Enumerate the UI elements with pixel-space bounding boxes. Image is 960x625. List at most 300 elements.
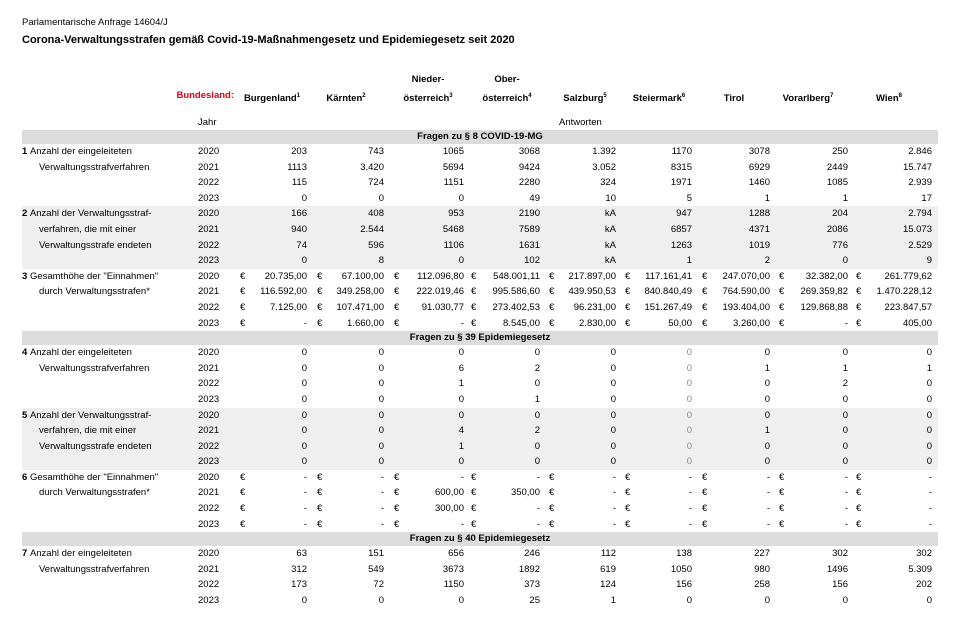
value-cell: 0 [842, 393, 848, 405]
value-cell: - [844, 471, 848, 483]
value-cell: 15.073 [902, 223, 932, 235]
value-cell: 1 [926, 362, 932, 374]
value-cell: 1460 [748, 177, 770, 189]
value-cell: 549 [368, 563, 384, 575]
section-header: Fragen zu § 39 Epidemiegesetz [22, 331, 938, 345]
value-cell: - [460, 471, 464, 483]
value-cell: 20.735,00 [264, 270, 307, 282]
document-subtitle: Parlamentarische Anfrage 14604/J [22, 17, 168, 28]
value-cell: 7.125,00 [270, 301, 307, 313]
value-cell: 0 [301, 362, 307, 374]
value-cell: 0 [842, 255, 848, 267]
value-cell: 324 [600, 177, 616, 189]
value-cell: 0 [378, 456, 384, 468]
footnote-marker: 3 [449, 92, 453, 99]
column-header [326, 72, 365, 107]
value-cell: 405,00 [902, 317, 932, 329]
euro-sign: € [394, 286, 400, 298]
penalty-table [22, 62, 938, 609]
value-cell: 72 [373, 579, 384, 591]
value-cell: 0 [686, 378, 692, 390]
year-cell: 2021 [198, 425, 220, 437]
column-header-line1: Ober- [494, 73, 520, 85]
question-group [22, 206, 938, 268]
table-row [22, 191, 938, 207]
year-cell: 2022 [198, 239, 220, 251]
euro-sign: € [856, 301, 862, 313]
question-label-line: 2 Anzahl der Verwaltungsstraf- [22, 208, 152, 220]
euro-sign: € [702, 471, 708, 483]
value-cell: 261.779,62 [884, 270, 932, 282]
value-cell: 115 [291, 177, 307, 189]
euro-sign: € [779, 487, 785, 499]
column-header-line1 [783, 72, 834, 88]
footnote-marker: 4 [528, 92, 532, 99]
value-cell: 548.001,11 [493, 270, 540, 282]
value-cell: 7589 [518, 223, 540, 235]
year-cell: 2022 [198, 301, 220, 313]
value-cell: 0 [301, 595, 307, 607]
question-label-line: 6 Gesamthöhe der "Einnahmen" [22, 471, 159, 483]
euro-sign: € [779, 503, 785, 515]
euro-sign: € [317, 503, 323, 515]
question-group [22, 144, 938, 206]
table-row [22, 485, 938, 501]
question-label-line: 4 Anzahl der eingeleiteten [22, 347, 132, 359]
euro-sign: € [625, 317, 631, 329]
column-header-line2: österreich$^4$ [482, 92, 532, 104]
euro-sign: € [394, 471, 400, 483]
value-cell: 173 [291, 579, 307, 591]
value-cell: - [612, 518, 616, 530]
value-cell: 408 [368, 208, 384, 220]
table-row [22, 206, 938, 222]
value-cell: 0 [686, 347, 692, 359]
value-cell: 0 [842, 347, 848, 359]
question-label-line: 1 Anzahl der eingeleiteten [22, 146, 132, 157]
value-cell: - [612, 487, 616, 499]
table-row [22, 269, 938, 285]
table-row [22, 160, 938, 176]
question-number: 3 [22, 270, 30, 282]
value-cell: 8.545,00 [503, 317, 540, 329]
value-cell: 0 [926, 456, 932, 468]
value-cell: 0 [301, 347, 307, 359]
value-cell: 0 [686, 425, 692, 437]
value-cell: 0 [926, 378, 932, 390]
value-cell: 1 [764, 362, 770, 374]
value-cell: 1170 [671, 146, 692, 157]
value-cell: 350,00 [510, 487, 540, 499]
value-cell: 15.747 [902, 161, 932, 173]
value-cell: 217.897,00 [568, 270, 616, 282]
value-cell: 67.100,00 [341, 270, 384, 282]
value-cell: - [380, 503, 384, 515]
euro-sign: € [471, 503, 477, 515]
column-header-row [22, 62, 938, 112]
value-cell: 656 [448, 548, 464, 560]
euro-sign: € [779, 301, 785, 313]
euro-sign: € [702, 286, 708, 298]
value-cell: 0 [301, 425, 307, 437]
value-cell: - [460, 518, 464, 530]
euro-sign: € [856, 471, 862, 483]
value-cell: 0 [764, 440, 770, 452]
value-cell: 1050 [670, 563, 692, 575]
euro-sign: € [702, 317, 708, 329]
value-cell: 0 [842, 425, 848, 437]
year-cell: 2020 [198, 471, 220, 483]
value-cell: 0 [842, 595, 848, 607]
value-cell: 166 [291, 208, 307, 220]
value-cell: 764.590,00 [722, 286, 770, 298]
value-cell: 32.382,00 [805, 270, 848, 282]
value-cell: 0 [378, 347, 384, 359]
table-row [22, 423, 938, 439]
jahr-row [22, 114, 938, 130]
euro-sign: € [702, 487, 708, 499]
value-cell: 0 [610, 425, 616, 437]
column-header-line2: Burgenland$^1$ [243, 92, 301, 104]
antworten-label: Antworten [559, 117, 602, 128]
value-cell: kA [604, 208, 616, 220]
euro-sign: € [779, 286, 785, 298]
value-cell: - [303, 518, 307, 530]
value-cell: 2 [534, 425, 540, 437]
value-cell: 273.402,53 [492, 301, 540, 313]
value-cell: 2086 [826, 223, 848, 235]
value-cell: 312 [291, 563, 307, 575]
value-cell: 2.794 [908, 208, 932, 220]
value-cell: - [844, 518, 848, 530]
value-cell: 1 [458, 378, 464, 390]
footnote-marker: 7 [830, 92, 834, 99]
year-cell: 2022 [198, 440, 220, 452]
value-cell: 947 [676, 208, 692, 220]
euro-sign: € [702, 270, 708, 282]
value-cell: - [303, 503, 307, 515]
euro-sign: € [471, 270, 477, 282]
value-cell: 0 [842, 409, 848, 421]
column-header-line1 [563, 72, 606, 88]
value-cell: - [844, 503, 848, 515]
footnote-marker: 8 [898, 92, 902, 99]
euro-sign: € [856, 487, 862, 499]
value-cell: 0 [458, 409, 464, 421]
value-cell: 840.840,49 [644, 286, 692, 298]
euro-sign: € [625, 518, 631, 530]
value-cell: 0 [458, 595, 464, 607]
value-cell: 1019 [748, 239, 770, 251]
value-cell: 596 [368, 239, 384, 251]
value-cell: - [303, 471, 307, 483]
document-title: Corona-Verwaltungsstrafen gemäß Covid-19-Maßnahmengesetz und Epidemiegesetz seit 2020 [22, 34, 515, 46]
value-cell: 4371 [748, 223, 770, 235]
table-row [22, 546, 938, 562]
euro-sign: € [702, 503, 708, 515]
euro-sign: € [471, 301, 477, 313]
table-row [22, 345, 938, 361]
value-cell: 2449 [826, 161, 848, 173]
euro-sign: € [856, 518, 862, 530]
value-cell: 2 [842, 378, 848, 390]
column-header-line2: Kärnten$^2$ [326, 92, 366, 104]
euro-sign: € [471, 286, 477, 298]
value-cell: 63 [296, 548, 307, 560]
value-cell: 5 [686, 192, 692, 204]
jahr-label: Jahr [198, 117, 217, 128]
value-cell: 6857 [670, 223, 692, 235]
euro-sign: € [471, 471, 477, 483]
value-cell: 373 [524, 579, 540, 591]
value-cell: - [612, 503, 616, 515]
value-cell: 203 [291, 146, 307, 157]
value-cell: 0 [378, 378, 384, 390]
value-cell: 300,00 [434, 503, 464, 515]
year-cell: 2021 [198, 563, 220, 575]
table-row [22, 593, 938, 609]
value-cell: 1113 [287, 161, 307, 173]
euro-sign: € [625, 503, 631, 515]
question-number: 4 [22, 347, 30, 359]
value-cell: 0 [610, 347, 616, 359]
value-cell: 302 [832, 548, 848, 560]
year-cell: 2021 [198, 286, 220, 298]
value-cell: - [536, 471, 540, 483]
value-cell: 0 [764, 378, 770, 390]
euro-sign: € [702, 518, 708, 530]
euro-sign: € [549, 317, 555, 329]
value-cell: 4 [458, 425, 464, 437]
value-cell: 0 [378, 595, 384, 607]
question-group [22, 408, 938, 470]
year-cell: 2021 [198, 362, 220, 374]
euro-sign: € [471, 518, 477, 530]
question-label-line: durch Verwaltungsstrafen* [39, 286, 150, 298]
value-cell: - [766, 518, 770, 530]
value-cell: 1.470.228,12 [876, 286, 932, 298]
table-row [22, 222, 938, 238]
value-cell: 953 [448, 208, 464, 220]
section-header: Fragen zu § 8 COVID-19-MG [22, 130, 938, 144]
value-cell: 0 [610, 409, 616, 421]
value-cell: kA [604, 223, 616, 235]
value-cell: 0 [926, 440, 932, 452]
value-cell: 151.267,49 [644, 301, 692, 313]
value-cell: 0 [764, 347, 770, 359]
euro-sign: € [549, 518, 555, 530]
euro-sign: € [625, 301, 631, 313]
value-cell: 1085 [826, 177, 848, 189]
value-cell: 2190 [518, 208, 540, 220]
euro-sign: € [625, 471, 631, 483]
footnote-marker: 6 [681, 92, 686, 99]
value-cell: 302 [916, 548, 932, 560]
value-cell: 0 [764, 393, 770, 405]
value-cell: 0 [301, 440, 307, 452]
value-cell: 74 [296, 239, 307, 251]
column-header-line2: Tirol [723, 93, 745, 104]
value-cell: 1 [534, 393, 540, 405]
euro-sign: € [471, 317, 477, 329]
value-cell: - [928, 503, 932, 515]
value-cell: 0 [842, 456, 848, 468]
year-cell: 2022 [198, 579, 220, 591]
value-cell: - [380, 471, 384, 483]
value-cell: 0 [610, 393, 616, 405]
value-cell: 1496 [826, 563, 848, 575]
value-cell: 0 [458, 393, 464, 405]
value-cell: 247.070,00 [722, 270, 770, 282]
value-cell: - [766, 503, 770, 515]
value-cell: 204 [832, 208, 848, 220]
column-header [876, 72, 902, 107]
value-cell: 116.592,00 [260, 286, 307, 298]
value-cell: 940 [291, 223, 307, 235]
value-cell: 0 [301, 456, 307, 468]
value-cell: 102 [524, 255, 540, 267]
year-cell: 2021 [198, 487, 220, 499]
question-label-line: Verwaltungsstrafe endeten [39, 239, 152, 251]
value-cell: 0 [378, 393, 384, 405]
value-cell: - [928, 487, 932, 499]
value-cell: 0 [378, 409, 384, 421]
value-cell: 117.161,41 [645, 270, 692, 282]
value-cell: 1.392 [592, 146, 616, 157]
year-cell: 2023 [198, 518, 220, 530]
value-cell: 193.404,00 [722, 301, 770, 313]
value-cell: 995.586,60 [492, 286, 540, 298]
value-cell: 1 [842, 192, 848, 204]
table-row [22, 284, 938, 300]
value-cell: 0 [686, 409, 692, 421]
value-cell: - [766, 487, 770, 499]
euro-sign: € [394, 487, 400, 499]
value-cell: 156 [676, 579, 692, 591]
value-cell: - [688, 471, 692, 483]
year-cell: 2020 [198, 146, 220, 157]
euro-sign: € [471, 487, 477, 499]
column-header-line1 [724, 75, 744, 91]
euro-sign: € [702, 301, 708, 313]
value-cell: 1 [458, 440, 464, 452]
column-header [783, 72, 834, 107]
value-cell: - [380, 518, 384, 530]
value-cell: - [844, 487, 848, 499]
value-cell: 0 [458, 347, 464, 359]
table-row [22, 316, 938, 332]
question-label-line: durch Verwaltungsstrafen* [39, 487, 150, 499]
value-cell: 1631 [518, 239, 540, 251]
column-header-line2: Wien$^8$ [876, 92, 902, 104]
column-header [563, 72, 606, 107]
table-row [22, 253, 938, 269]
value-cell: - [536, 518, 540, 530]
year-cell: 2023 [198, 595, 220, 607]
euro-sign: € [549, 286, 555, 298]
year-cell: 2022 [198, 503, 220, 515]
value-cell: 0 [301, 378, 307, 390]
question-number: 1 [22, 146, 30, 157]
euro-sign: € [240, 301, 246, 313]
value-cell: - [928, 471, 932, 483]
value-cell: 8 [378, 255, 384, 267]
value-cell: - [766, 471, 770, 483]
value-cell: 10 [605, 192, 616, 204]
question-group [22, 546, 938, 608]
value-cell: kA [604, 255, 616, 267]
euro-sign: € [549, 503, 555, 515]
value-cell: 1 [686, 255, 692, 267]
value-cell: 3.420 [360, 161, 384, 173]
question-group [22, 269, 938, 331]
value-cell: 0 [764, 409, 770, 421]
value-cell: 0 [458, 192, 464, 204]
value-cell: 0 [378, 362, 384, 374]
value-cell: 3.052 [592, 161, 616, 173]
year-cell: 2023 [198, 456, 220, 468]
euro-sign: € [549, 487, 555, 499]
value-cell: 2 [764, 255, 770, 267]
euro-sign: € [394, 317, 400, 329]
value-cell: 776 [832, 239, 848, 251]
value-cell: 0 [686, 362, 692, 374]
value-cell: 0 [686, 456, 692, 468]
value-cell: 0 [610, 362, 616, 374]
euro-sign: € [317, 317, 323, 329]
value-cell: 3673 [442, 563, 464, 575]
value-cell: 0 [686, 595, 692, 607]
value-cell: - [460, 317, 464, 329]
value-cell: 151 [368, 548, 384, 560]
column-header-line1: Nieder- [411, 73, 445, 85]
table-row [22, 517, 938, 533]
table-row [22, 361, 938, 377]
euro-sign: € [549, 471, 555, 483]
table-row [22, 408, 938, 424]
value-cell: kA [604, 239, 616, 251]
value-cell: 1 [610, 595, 616, 607]
value-cell: 9424 [518, 161, 540, 173]
value-cell: 1.660,00 [347, 317, 384, 329]
year-cell: 2023 [198, 317, 220, 329]
column-header-line2: Vorarlberg$^7$ [782, 92, 834, 104]
euro-sign: € [856, 317, 862, 329]
euro-sign: € [394, 301, 400, 313]
question-label-line: 3 Gesamthöhe der "Einnahmen" [22, 270, 159, 282]
value-cell: 5694 [442, 161, 464, 173]
euro-sign: € [240, 487, 246, 499]
question-label-line: verfahren, die mit einer [39, 425, 137, 437]
value-cell: 2.939 [908, 177, 932, 189]
euro-sign: € [625, 286, 631, 298]
question-number: 2 [22, 208, 30, 220]
value-cell: 0 [686, 393, 692, 405]
year-cell: 2020 [198, 208, 220, 220]
value-cell: 17 [921, 192, 932, 204]
value-cell: 1288 [748, 208, 770, 220]
footnote-marker: 1 [296, 92, 301, 99]
value-cell: 6929 [748, 161, 770, 173]
value-cell: 250 [832, 146, 848, 157]
value-cell: 0 [458, 255, 464, 267]
column-header-line1 [633, 72, 685, 88]
value-cell: 5468 [442, 223, 464, 235]
table-row [22, 300, 938, 316]
value-cell: - [688, 518, 692, 530]
euro-sign: € [240, 317, 246, 329]
question-number: 6 [22, 471, 30, 483]
